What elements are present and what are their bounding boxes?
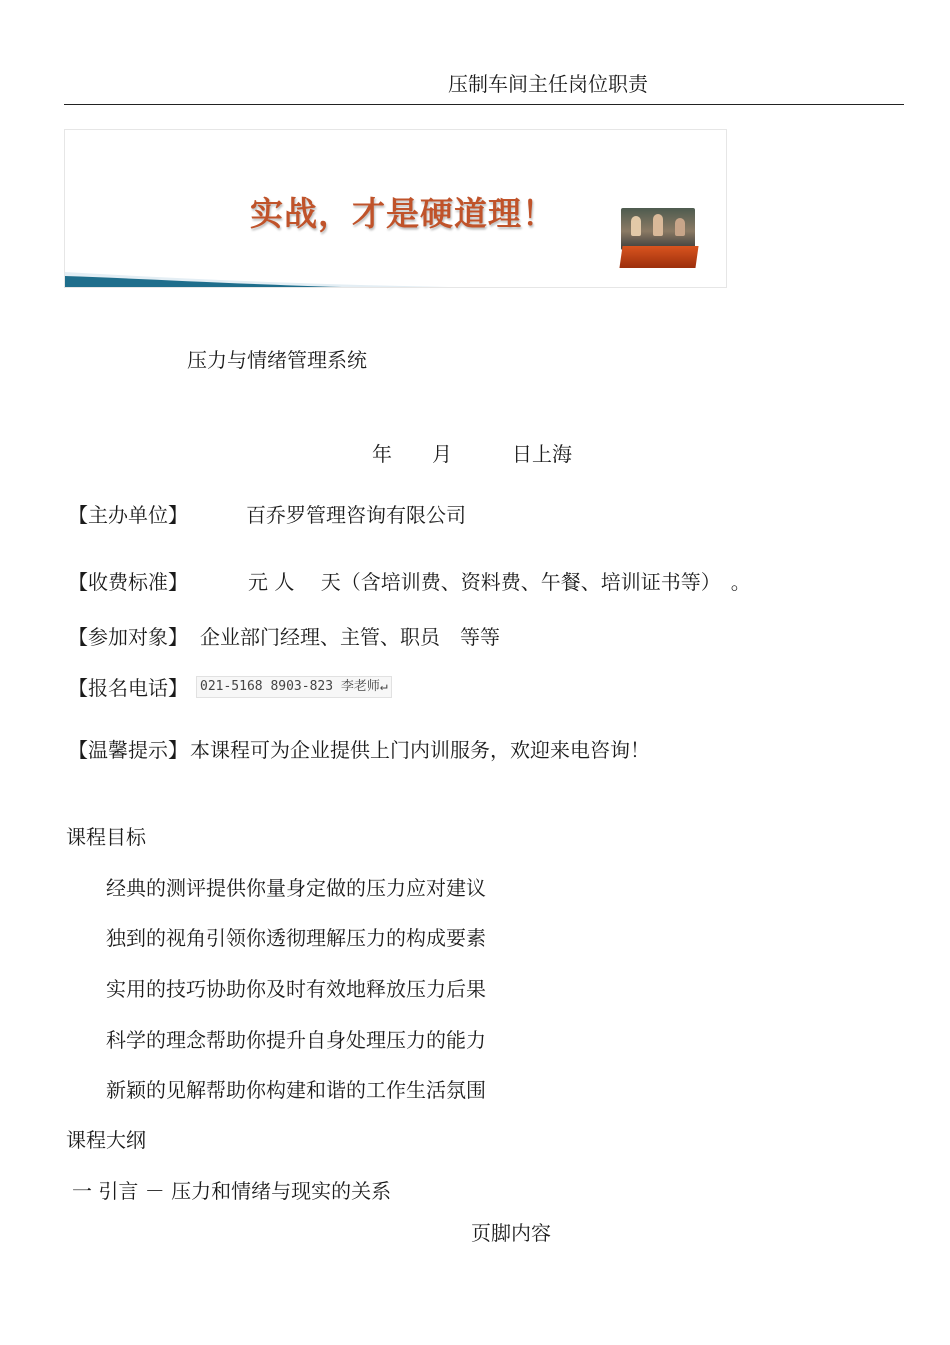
goal-item: 新颖的见解帮助你构建和谐的工作生活氛围 — [106, 1078, 486, 1102]
banner-slogan: 实战，才是硬道理！ — [250, 194, 556, 233]
tip-label: 【温馨提示】 — [68, 738, 188, 762]
banner-image — [64, 129, 727, 288]
course-title: 压力与情绪管理系统 — [187, 348, 367, 372]
tip-value: 本课程可为企业提供上门内训服务，欢迎来电咨询！ — [190, 738, 650, 762]
goal-item: 独到的视角引领你透彻理解压力的构成要素 — [106, 926, 486, 950]
phone-label: 【报名电话】 — [68, 676, 188, 700]
outline-heading: 课程大纲 — [66, 1128, 146, 1152]
page-footer: 页脚内容 — [471, 1221, 551, 1245]
fee-value: 元 人 天（含培训费、资料费、午餐、培训证书等） 。 — [248, 570, 751, 594]
fee-label: 【收费标准】 — [68, 570, 188, 594]
page-header-title: 压制车间主任岗位职责 — [448, 72, 648, 96]
meeting-photo — [621, 208, 695, 250]
audience-label: 【参加对象】 — [68, 625, 188, 649]
goal-item: 经典的测评提供你量身定做的压力应对建议 — [106, 876, 486, 900]
course-date-line: 年 月 日上海 — [372, 442, 572, 466]
phone-number-image: 021-5168 8903-823 李老师↵ — [196, 676, 392, 698]
goal-item: 实用的技巧协助你及时有效地释放压力后果 — [106, 977, 486, 1001]
organizer-value: 百乔罗管理咨询有限公司 — [246, 503, 466, 527]
header-divider — [64, 104, 904, 105]
audience-value: 企业部门经理、主管、职员 等等 — [200, 625, 500, 649]
outline-item: 一 引言 － 压力和情绪与现实的关系 — [72, 1179, 392, 1203]
goals-heading: 课程目标 — [66, 825, 146, 849]
organizer-label: 【主办单位】 — [68, 503, 188, 527]
goal-item: 科学的理念帮助你提升自身处理压力的能力 — [106, 1028, 486, 1052]
meeting-desk — [619, 246, 698, 268]
